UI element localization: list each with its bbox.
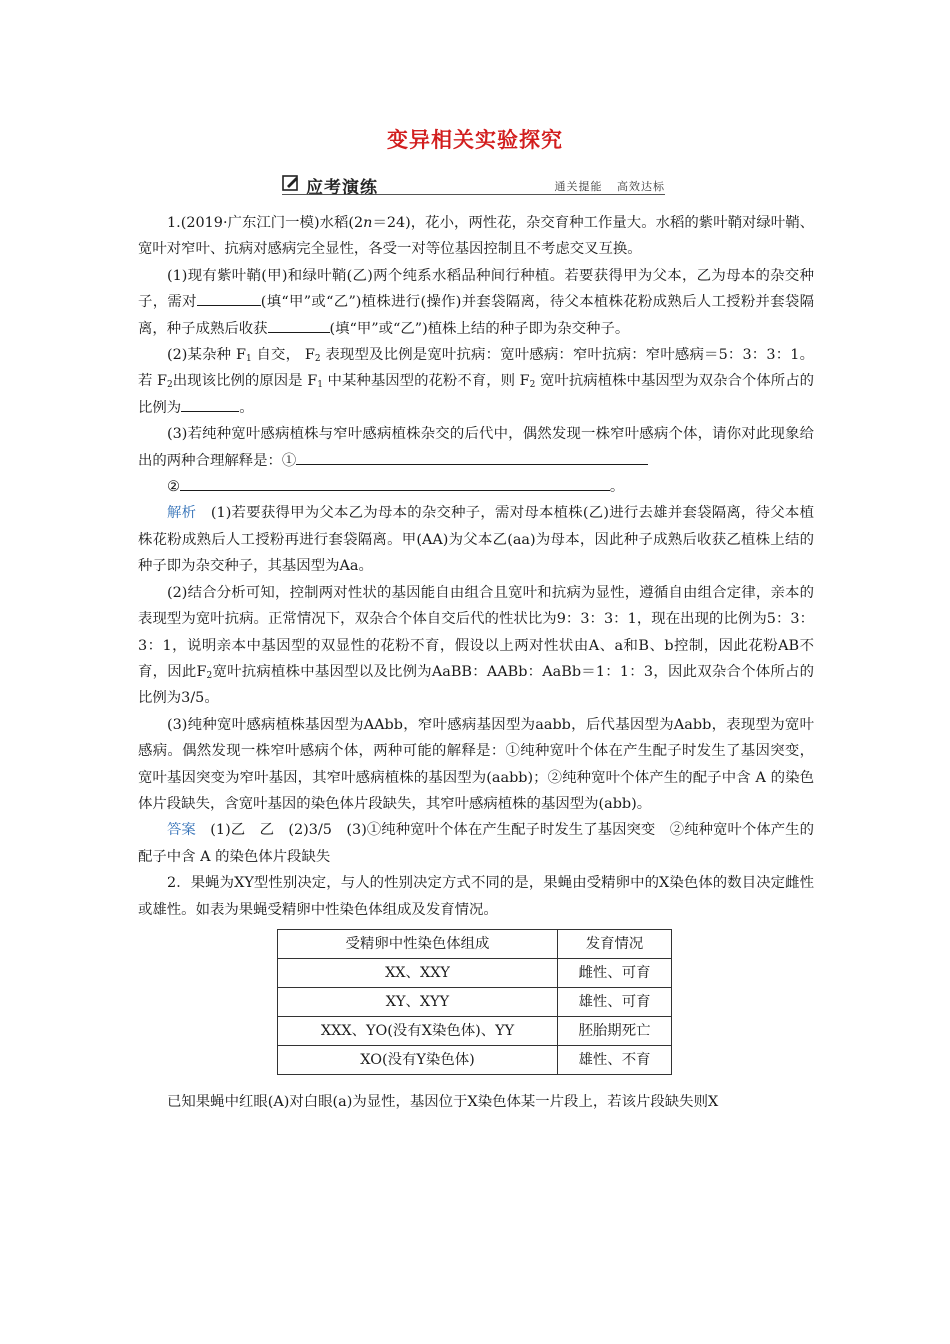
- table-row: [278, 987, 672, 1016]
- banner-tag-2: 高效达标: [617, 180, 665, 193]
- table-row: [278, 1016, 672, 1045]
- table-header: 发育情况: [558, 929, 672, 958]
- page-title: 变异相关实验探究: [387, 127, 563, 152]
- question-1-stem: 1.(2019·广东江门一模)水稻(2n＝24)，花小，两性花，杂交育种工作量大。水稻的紫叶鞘对绿叶鞘、宽叶对窄叶、抗病对感病完全显性，各受一对等位基因控制且不考虑交叉互换。: [138, 215, 814, 258]
- answer-label: 答案: [167, 822, 196, 839]
- question-1-part-3b: ② 。: [138, 474, 814, 500]
- table-cell: 雄性、不育: [558, 1045, 672, 1074]
- answer-blank[interactable]: [268, 316, 330, 333]
- table-cell: XXX、YO(没有X染色体)、YY: [278, 1016, 558, 1045]
- answer-paragraph: 答案 (1)乙 乙 (2)3/5 (3)①纯种宽叶个体在产生配子时发生了基因突变 ②纯种宽叶个体产生的配子中含 A 的染色体片段缺失: [138, 822, 814, 865]
- table-cell: 雄性、可育: [558, 987, 672, 1016]
- question-2-stem: 2．果蝇为XY型性别决定，与人的性别决定方式不同的是，果蝇由受精卵中的X染色体的数目决定雌性或雄性。如表为果蝇受精卵中性染色体组成及发育情况。: [138, 875, 814, 918]
- question-1-part-2: (2)某杂种 $F_1$ 自交， $F_2$ 表现型及比例是宽叶抗病：宽叶感病：窄叶抗病：窄叶感病＝5：3：3：1。若 $F_2$出现该比例的原因是 $F_1$ 中某种基因型的花粉不育，则 $F_2$ 宽叶抗病植株中基因型为双杂合个体所占的比例为 。: [138, 347, 815, 416]
- table-cell: XX、XXY: [278, 958, 558, 987]
- banner-divider: [282, 194, 665, 195]
- answer-blank[interactable]: [180, 474, 610, 491]
- analysis-part-2: (2)结合分析可知，控制两对性状的基因能自由组合且宽叶和抗病为显性，遵循自由组合定律，亲本的表现型为宽叶抗病。正常情况下，双杂合个体自交后代的性状比为9：3：3：1，现在出现的比例为5：3：3：1，说明亲本中基因型的双显性的花粉不育，假设以上两对性状由A、a和B、b控制，因此花粉AB不育，因此$F_2$宽叶抗病植株中基因型以及比例为AaBB：AABb：AaBb＝1：1：3，因此双杂合个体所占的比例为3/5。: [138, 584, 814, 707]
- edit-icon: [282, 174, 300, 192]
- question-2-continuation: 已知果蝇中红眼(A)对白眼(a)为显性，基因位于X染色体某一片段上，若该片段缺失则X: [167, 1093, 719, 1110]
- table-cell: 雌性、可育: [558, 958, 672, 987]
- table-row: [278, 1045, 672, 1074]
- table-header-row: [278, 929, 672, 958]
- section-banner: [282, 174, 665, 196]
- table-cell: 胚胎期死亡: [558, 1016, 672, 1045]
- banner-label: 应考演练: [306, 178, 378, 198]
- analysis-part-1: 解析 (1)若要获得甲为父本乙为母本的杂交种子，需对母本植株(乙)进行去雄并套袋隔离，待父本植株花粉成熟后人工授粉再进行套袋隔离。甲(AA)为父本乙(aa)为母本，因此种子成熟后收获乙植株上结的种子即为杂交种子，其基因型为Aa。: [138, 505, 814, 575]
- table-row: [278, 958, 672, 987]
- banner-tags: [545, 178, 666, 194]
- analysis-part-3: (3)纯种宽叶感病植株基因型为AAbb，窄叶感病基因型为aabb，后代基因型为Aabb，表现型为宽叶感病。偶然发现一株窄叶感病个体，两种可能的解释是：①纯种宽叶个体在产生配子时发生了基因突变，宽叶基因突变为窄叶基因，其窄叶感病植株的基因型为(aabb)；②纯种宽叶个体产生的配子中含 A 的染色体片段缺失，含宽叶基因的染色体片段缺失，其窄叶感病植株的基因型为(abb)。: [138, 716, 814, 812]
- analysis-label: 解析: [167, 505, 197, 522]
- question-1-part-3: (3)若纯种宽叶感病植株与窄叶感病植株杂交的后代中，偶然发现一株窄叶感病个体，请你对此现象给出的两种合理解释是：①: [138, 426, 814, 469]
- chromosome-table: [277, 929, 672, 1075]
- table-cell: XO(没有Y染色体): [278, 1045, 558, 1074]
- question-1-part-1: (1)现有紫叶鞘(甲)和绿叶鞘(乙)两个纯系水稻品种间行种植。若要获得甲为父本，乙为母本的杂交种子，需对 (填“甲”或“乙”)植株进行(操作)并套袋隔离，待父本植株花粉成熟后人工授粉并套袋隔离，种子成熟后收获 (填“甲”或“乙”)植株上结的种子即为杂交种子。: [138, 267, 814, 337]
- document-body: [138, 210, 814, 1115]
- table-cell: XY、XYY: [278, 987, 558, 1016]
- table-header: 受精卵中性染色体组成: [278, 929, 558, 958]
- answer-blank[interactable]: [181, 395, 239, 412]
- banner-tag-1: 通关提能: [554, 180, 603, 193]
- answer-blank[interactable]: [296, 448, 648, 465]
- answer-blank[interactable]: [197, 289, 261, 306]
